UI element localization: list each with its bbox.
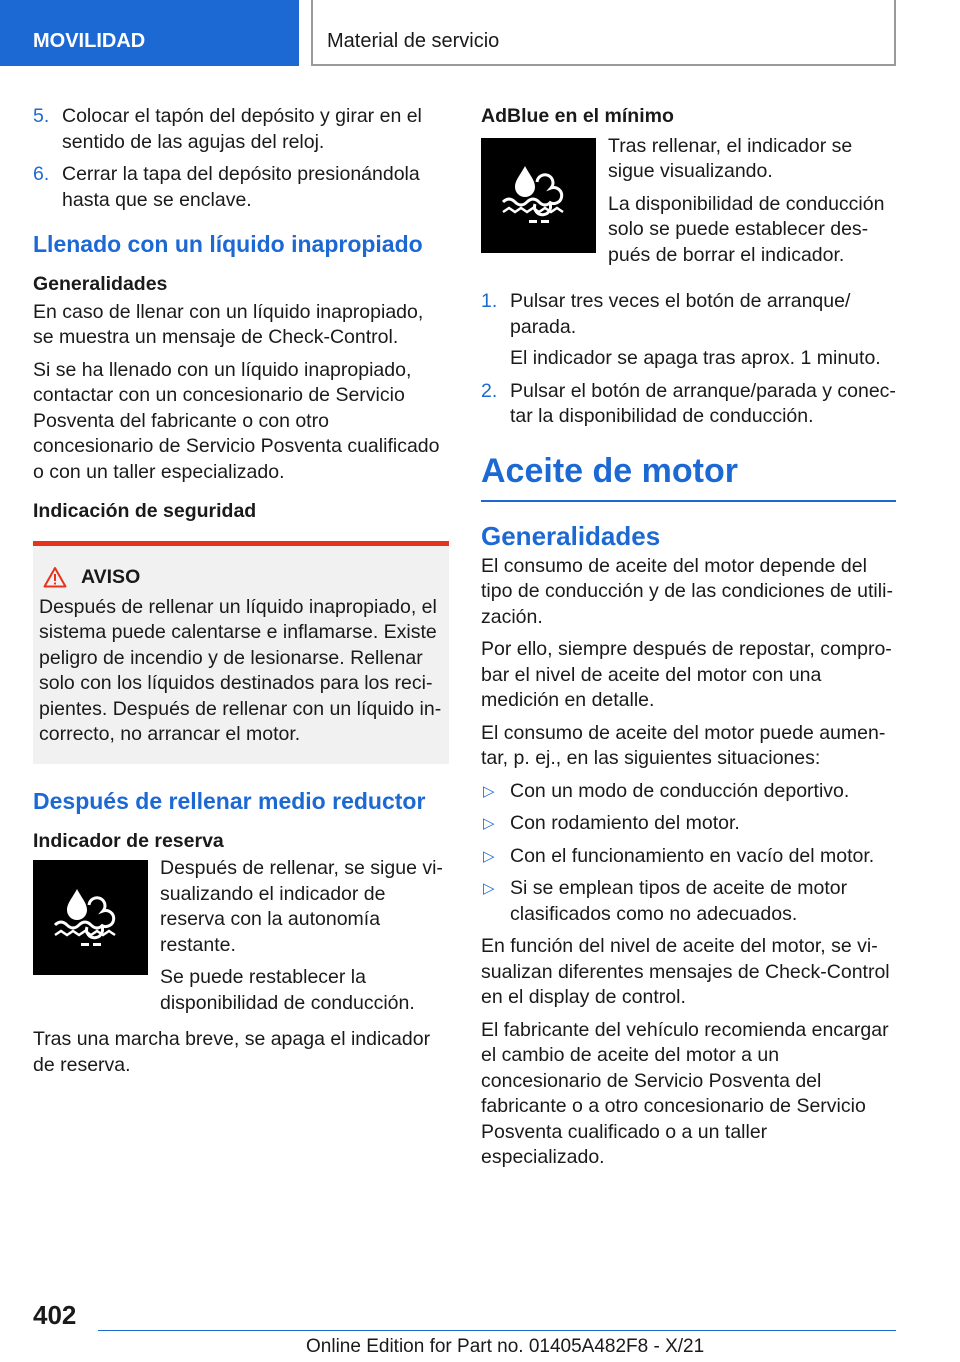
list-item [481,811,896,837]
oil-consumption-list [481,779,896,928]
warning-text: Después de rellenar un líquido inapropiado, el sistema puede calentarse e inflamarse. Existe peligro de incendio y de lesionarse. Rellenar solo con los líquidos destinados para los recipientes. Después de rellenar con un líquido incorrecto, no arrancar el motor. [39,595,442,745]
list-item [33,104,449,155]
page-number: 402 [33,1300,77,1330]
heading-generalidades: Generalidades [481,520,661,551]
paragraph: En función del nivel de aceite del motor, se visualizan diferentes mensajes de Check-Control en el display de control. [481,935,890,1008]
list-item [33,162,449,213]
paragraph: Si se ha llenado con un líquido inapropiado, contactar con un concesionario de Servicio Posventa del fabricante o con otro concesionario de Servicio Posventa cualificado o con un taller especializado. [33,358,440,483]
paragraph: Por ello, siempre después de repostar, comprobar el nivel de aceite del motor con una medición en detalle. [481,638,892,711]
paragraph: La disponibilidad de conducción solo se puede establecer después de borrar el indicador. [608,192,885,266]
section-tab: MOVILIDAD [0,0,299,66]
warning-triangle-icon [43,566,67,588]
bullet-text: Con el funcionamiento en vacío del motor. [510,844,875,867]
step-number: 1. [481,290,498,312]
reserve-figure-text [148,856,449,1023]
step-subtext: El indicador se apaga tras aprox. 1 minuto. [510,347,881,369]
step-number: 5. [33,105,50,127]
paragraph: En caso de llenar con un líquido inapropiado, se muestra un mensaje de Check-Control. [33,300,424,348]
paragraph: Tras una marcha breve, se apaga el indicador de reserva. [33,1028,431,1076]
reserve-indicator-image [33,860,148,975]
paragraph: Después de rellenar, se sigue visualizando el indicador de reserva con la autonomía restante. [160,857,443,956]
paragraph: El consumo de aceite del motor depende del tipo de conducción y de las condiciones de utilización. [481,554,893,628]
paragraph: Tras rellenar, el indicador se sigue visualizando. [608,134,853,182]
bullet-triangle-icon: ▷ [483,847,495,865]
list-item [481,289,896,372]
subheading-safety: Indicación de seguridad [33,500,257,522]
chapter-tab: Material de servicio [311,0,896,66]
step-text: Pulsar tres veces el botón de arranque/ parada. [510,290,851,338]
subheading-reserve: Indicador de reserva [33,829,224,852]
warning-box [33,541,449,764]
bullet-triangle-icon: ▷ [483,782,495,800]
list-item [481,844,896,870]
adblue-figure-block [481,134,896,276]
list-item [481,779,896,805]
step-number: 6. [33,163,50,185]
chapter-title: Aceite de motor [481,450,896,502]
footer-edition: Online Edition for Part no. 01405A482F8 - X/21 [306,1336,705,1357]
bullet-text: Con un modo de conducción deportivo. [510,779,850,802]
heading-wrong-fuel: Llenado con un líquido inapropiado [33,231,423,257]
step-text: Colocar el tapón del depósito y girar en el sentido de las agujas del reloj. [62,105,422,153]
list-item [481,876,896,927]
step-text: Cerrar la tapa del depósito presionándola hasta que se enclave. [62,163,420,211]
bullet-triangle-icon: ▷ [483,815,495,832]
warning-title-row [39,566,443,589]
adblue-indicator-icon [51,883,131,953]
adblue-indicator-image [481,138,596,253]
paragraph: Se puede restablecer la disponibilidad de conducción. [160,966,415,1014]
left-column [33,104,449,1085]
list-item [481,379,896,430]
reset-steps [481,289,896,430]
subheading-generalidades: Generalidades [33,273,168,295]
bullet-text: Con rodamiento del motor. [510,812,740,834]
bullet-triangle-icon: ▷ [483,880,495,897]
step-number: 2. [481,379,498,402]
adblue-indicator-icon [499,160,579,230]
step-text: Pulsar el botón de arranque/parada y conectar la disponibilidad de conducción. [510,379,896,427]
right-column [481,104,896,1178]
heading-after-refill: Después de rellenar medio reductor [33,787,426,814]
page-header [0,0,960,66]
paragraph: El fabricante del vehículo recomienda encargar el cambio de aceite del motor a un concesionario de Servicio Posventa del fabricante o a otro concesionario de Servicio Posventa cualificado o a un taller especializado. [481,1018,889,1168]
footer-divider [98,1330,896,1331]
adblue-figure-text [596,134,896,276]
subheading-adblue: AdBlue en el mínimo [481,105,674,127]
warning-title: AVISO [81,565,141,588]
bullet-text: Si se emplean tipos de aceite de motor clasificados como no adecuados. [510,877,848,925]
refill-steps [33,104,449,213]
reserve-figure-block [33,856,449,1023]
paragraph: El consumo de aceite del motor puede aumentar, p. ej., en las siguientes situaciones: [481,721,886,769]
